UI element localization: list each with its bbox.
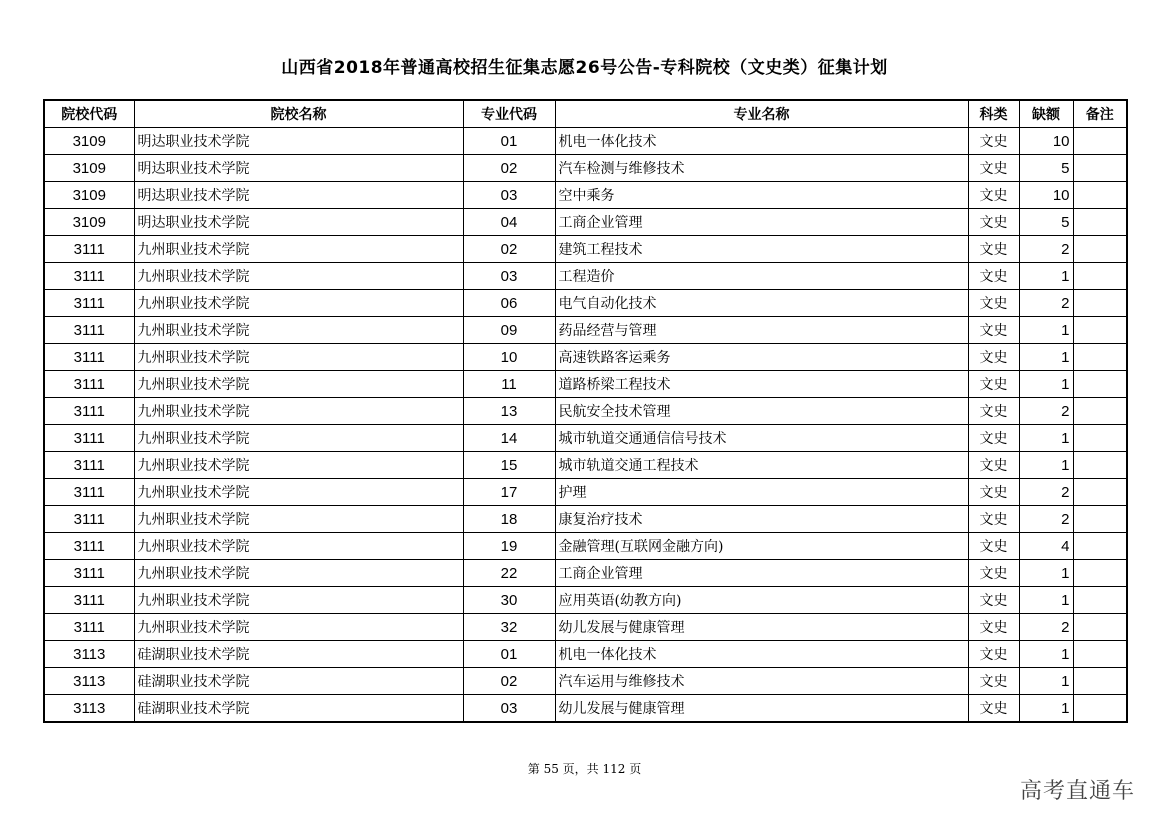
cell-major-code: 03 xyxy=(463,263,555,290)
cell-category: 文史 xyxy=(968,155,1019,182)
cell-school-name: 九州职业技术学院 xyxy=(134,506,463,533)
cell-school-code: 3111 xyxy=(44,506,134,533)
cell-school-name: 九州职业技术学院 xyxy=(134,371,463,398)
cell-category: 文史 xyxy=(968,128,1019,155)
table-row xyxy=(44,587,1127,614)
table-row xyxy=(44,506,1127,533)
cell-note xyxy=(1073,479,1127,506)
cell-note xyxy=(1073,155,1127,182)
table-row xyxy=(44,641,1127,668)
cell-quota: 1 xyxy=(1019,263,1073,290)
cell-major-name: 机电一体化技术 xyxy=(555,641,968,668)
cell-quota: 5 xyxy=(1019,209,1073,236)
table-row xyxy=(44,209,1127,236)
cell-school-name: 九州职业技术学院 xyxy=(134,236,463,263)
cell-quota: 1 xyxy=(1019,587,1073,614)
cell-school-code: 3111 xyxy=(44,236,134,263)
cell-school-code: 3111 xyxy=(44,533,134,560)
cell-major-code: 13 xyxy=(463,398,555,425)
cell-major-name: 工程造价 xyxy=(555,263,968,290)
cell-school-code: 3109 xyxy=(44,182,134,209)
table-row xyxy=(44,695,1127,723)
cell-school-code: 3111 xyxy=(44,398,134,425)
cell-school-name: 九州职业技术学院 xyxy=(134,533,463,560)
cell-school-code: 3111 xyxy=(44,560,134,587)
cell-major-name: 药品经营与管理 xyxy=(555,317,968,344)
cell-major-code: 17 xyxy=(463,479,555,506)
cell-major-name: 电气自动化技术 xyxy=(555,290,968,317)
cell-category: 文史 xyxy=(968,398,1019,425)
cell-quota: 4 xyxy=(1019,533,1073,560)
cell-major-name: 金融管理(互联网金融方向) xyxy=(555,533,968,560)
cell-major-code: 06 xyxy=(463,290,555,317)
cell-note xyxy=(1073,533,1127,560)
cell-major-name: 康复治疗技术 xyxy=(555,506,968,533)
cell-category: 文史 xyxy=(968,695,1019,723)
cell-school-code: 3111 xyxy=(44,479,134,506)
cell-note xyxy=(1073,425,1127,452)
cell-quota: 2 xyxy=(1019,290,1073,317)
cell-category: 文史 xyxy=(968,479,1019,506)
cell-school-code: 3111 xyxy=(44,452,134,479)
cell-school-code: 3111 xyxy=(44,614,134,641)
cell-category: 文史 xyxy=(968,452,1019,479)
cell-major-code: 02 xyxy=(463,155,555,182)
cell-quota: 10 xyxy=(1019,128,1073,155)
cell-category: 文史 xyxy=(968,209,1019,236)
cell-school-name: 九州职业技术学院 xyxy=(134,479,463,506)
cell-category: 文史 xyxy=(968,614,1019,641)
page-title: 山西省2018年普通高校招生征集志愿26号公告-专科院校（文史类）征集计划 xyxy=(281,58,888,78)
cell-school-name: 明达职业技术学院 xyxy=(134,182,463,209)
cell-school-name: 九州职业技术学院 xyxy=(134,452,463,479)
cell-note xyxy=(1073,371,1127,398)
cell-note xyxy=(1073,236,1127,263)
header-major-name: 专业名称 xyxy=(555,100,968,128)
cell-major-code: 09 xyxy=(463,317,555,344)
cell-quota: 1 xyxy=(1019,452,1073,479)
cell-quota: 2 xyxy=(1019,236,1073,263)
cell-quota: 1 xyxy=(1019,425,1073,452)
table-row xyxy=(44,371,1127,398)
table-row xyxy=(44,317,1127,344)
cell-school-code: 3111 xyxy=(44,587,134,614)
cell-category: 文史 xyxy=(968,317,1019,344)
cell-quota: 1 xyxy=(1019,371,1073,398)
table-row xyxy=(44,290,1127,317)
cell-quota: 1 xyxy=(1019,317,1073,344)
cell-major-code: 10 xyxy=(463,344,555,371)
cell-school-name: 九州职业技术学院 xyxy=(134,344,463,371)
cell-major-name: 幼儿发展与健康管理 xyxy=(555,614,968,641)
table-row xyxy=(44,452,1127,479)
cell-category: 文史 xyxy=(968,371,1019,398)
cell-major-code: 30 xyxy=(463,587,555,614)
table-row xyxy=(44,560,1127,587)
cell-note xyxy=(1073,560,1127,587)
cell-major-name: 城市轨道交通通信信号技术 xyxy=(555,425,968,452)
cell-major-code: 01 xyxy=(463,641,555,668)
cell-school-name: 九州职业技术学院 xyxy=(134,587,463,614)
cell-quota: 1 xyxy=(1019,695,1073,723)
cell-quota: 2 xyxy=(1019,614,1073,641)
cell-quota: 1 xyxy=(1019,344,1073,371)
cell-school-name: 九州职业技术学院 xyxy=(134,560,463,587)
cell-school-code: 3111 xyxy=(44,317,134,344)
table-header-row xyxy=(44,100,1127,128)
page-footer: 第 55 页，共 112 页 xyxy=(527,762,642,776)
header-quota: 缺额 xyxy=(1019,100,1073,128)
cell-major-code: 03 xyxy=(463,182,555,209)
cell-quota: 10 xyxy=(1019,182,1073,209)
table-row xyxy=(44,263,1127,290)
cell-quota: 1 xyxy=(1019,560,1073,587)
table-row xyxy=(44,614,1127,641)
cell-category: 文史 xyxy=(968,560,1019,587)
cell-major-name: 道路桥梁工程技术 xyxy=(555,371,968,398)
cell-school-name: 硅湖职业技术学院 xyxy=(134,641,463,668)
cell-major-name: 汽车检测与维修技术 xyxy=(555,155,968,182)
cell-school-name: 明达职业技术学院 xyxy=(134,155,463,182)
cell-major-code: 14 xyxy=(463,425,555,452)
cell-major-name: 幼儿发展与健康管理 xyxy=(555,695,968,723)
table-row xyxy=(44,533,1127,560)
cell-school-name: 九州职业技术学院 xyxy=(134,398,463,425)
header-major-code: 专业代码 xyxy=(463,100,555,128)
cell-school-name: 九州职业技术学院 xyxy=(134,290,463,317)
cell-category: 文史 xyxy=(968,587,1019,614)
cell-major-name: 工商企业管理 xyxy=(555,560,968,587)
cell-major-code: 15 xyxy=(463,452,555,479)
table-row xyxy=(44,236,1127,263)
table-row xyxy=(44,182,1127,209)
cell-note xyxy=(1073,587,1127,614)
cell-note xyxy=(1073,452,1127,479)
table-row xyxy=(44,479,1127,506)
cell-school-code: 3113 xyxy=(44,641,134,668)
cell-note xyxy=(1073,398,1127,425)
enrollment-plan-table xyxy=(43,99,1128,723)
cell-school-code: 3109 xyxy=(44,155,134,182)
cell-category: 文史 xyxy=(968,344,1019,371)
cell-note xyxy=(1073,668,1127,695)
cell-school-name: 明达职业技术学院 xyxy=(134,128,463,155)
cell-school-name: 硅湖职业技术学院 xyxy=(134,668,463,695)
cell-major-code: 04 xyxy=(463,209,555,236)
header-note: 备注 xyxy=(1073,100,1127,128)
cell-note xyxy=(1073,317,1127,344)
cell-major-code: 18 xyxy=(463,506,555,533)
cell-quota: 2 xyxy=(1019,398,1073,425)
cell-quota: 1 xyxy=(1019,641,1073,668)
cell-category: 文史 xyxy=(968,668,1019,695)
cell-major-name: 工商企业管理 xyxy=(555,209,968,236)
cell-school-name: 明达职业技术学院 xyxy=(134,209,463,236)
cell-major-code: 22 xyxy=(463,560,555,587)
cell-school-code: 3113 xyxy=(44,668,134,695)
table-row xyxy=(44,668,1127,695)
table-row xyxy=(44,398,1127,425)
cell-major-name: 高速铁路客运乘务 xyxy=(555,344,968,371)
cell-major-code: 02 xyxy=(463,236,555,263)
cell-major-code: 02 xyxy=(463,668,555,695)
cell-major-name: 机电一体化技术 xyxy=(555,128,968,155)
cell-note xyxy=(1073,695,1127,723)
cell-note xyxy=(1073,182,1127,209)
cell-note xyxy=(1073,263,1127,290)
cell-note xyxy=(1073,128,1127,155)
cell-school-code: 3109 xyxy=(44,209,134,236)
table-row xyxy=(44,425,1127,452)
cell-category: 文史 xyxy=(968,641,1019,668)
cell-category: 文史 xyxy=(968,425,1019,452)
cell-major-name: 城市轨道交通工程技术 xyxy=(555,452,968,479)
table-row xyxy=(44,344,1127,371)
cell-note xyxy=(1073,641,1127,668)
cell-major-name: 汽车运用与维修技术 xyxy=(555,668,968,695)
cell-major-code: 01 xyxy=(463,128,555,155)
cell-major-code: 03 xyxy=(463,695,555,723)
cell-school-code: 3111 xyxy=(44,263,134,290)
cell-note xyxy=(1073,506,1127,533)
cell-school-code: 3111 xyxy=(44,425,134,452)
header-category: 科类 xyxy=(968,100,1019,128)
cell-quota: 2 xyxy=(1019,506,1073,533)
cell-major-name: 空中乘务 xyxy=(555,182,968,209)
cell-major-code: 19 xyxy=(463,533,555,560)
cell-school-name: 九州职业技术学院 xyxy=(134,614,463,641)
cell-school-name: 硅湖职业技术学院 xyxy=(134,695,463,723)
cell-category: 文史 xyxy=(968,263,1019,290)
cell-school-code: 3111 xyxy=(44,344,134,371)
cell-school-code: 3109 xyxy=(44,128,134,155)
cell-quota: 5 xyxy=(1019,155,1073,182)
table-row xyxy=(44,128,1127,155)
cell-major-name: 建筑工程技术 xyxy=(555,236,968,263)
header-school-name: 院校名称 xyxy=(134,100,463,128)
cell-major-code: 32 xyxy=(463,614,555,641)
cell-note xyxy=(1073,209,1127,236)
cell-major-name: 应用英语(幼教方向) xyxy=(555,587,968,614)
cell-category: 文史 xyxy=(968,506,1019,533)
watermark: 高考直通车 xyxy=(1020,779,1136,804)
cell-school-code: 3111 xyxy=(44,290,134,317)
cell-category: 文史 xyxy=(968,533,1019,560)
cell-category: 文史 xyxy=(968,290,1019,317)
cell-school-name: 九州职业技术学院 xyxy=(134,317,463,344)
table-row xyxy=(44,155,1127,182)
cell-note xyxy=(1073,290,1127,317)
header-school-code: 院校代码 xyxy=(44,100,134,128)
cell-quota: 1 xyxy=(1019,668,1073,695)
cell-category: 文史 xyxy=(968,236,1019,263)
cell-quota: 2 xyxy=(1019,479,1073,506)
cell-major-name: 护理 xyxy=(555,479,968,506)
cell-school-code: 3113 xyxy=(44,695,134,723)
cell-note xyxy=(1073,344,1127,371)
cell-school-name: 九州职业技术学院 xyxy=(134,263,463,290)
cell-note xyxy=(1073,614,1127,641)
cell-major-code: 11 xyxy=(463,371,555,398)
cell-school-code: 3111 xyxy=(44,371,134,398)
cell-major-name: 民航安全技术管理 xyxy=(555,398,968,425)
cell-category: 文史 xyxy=(968,182,1019,209)
cell-school-name: 九州职业技术学院 xyxy=(134,425,463,452)
